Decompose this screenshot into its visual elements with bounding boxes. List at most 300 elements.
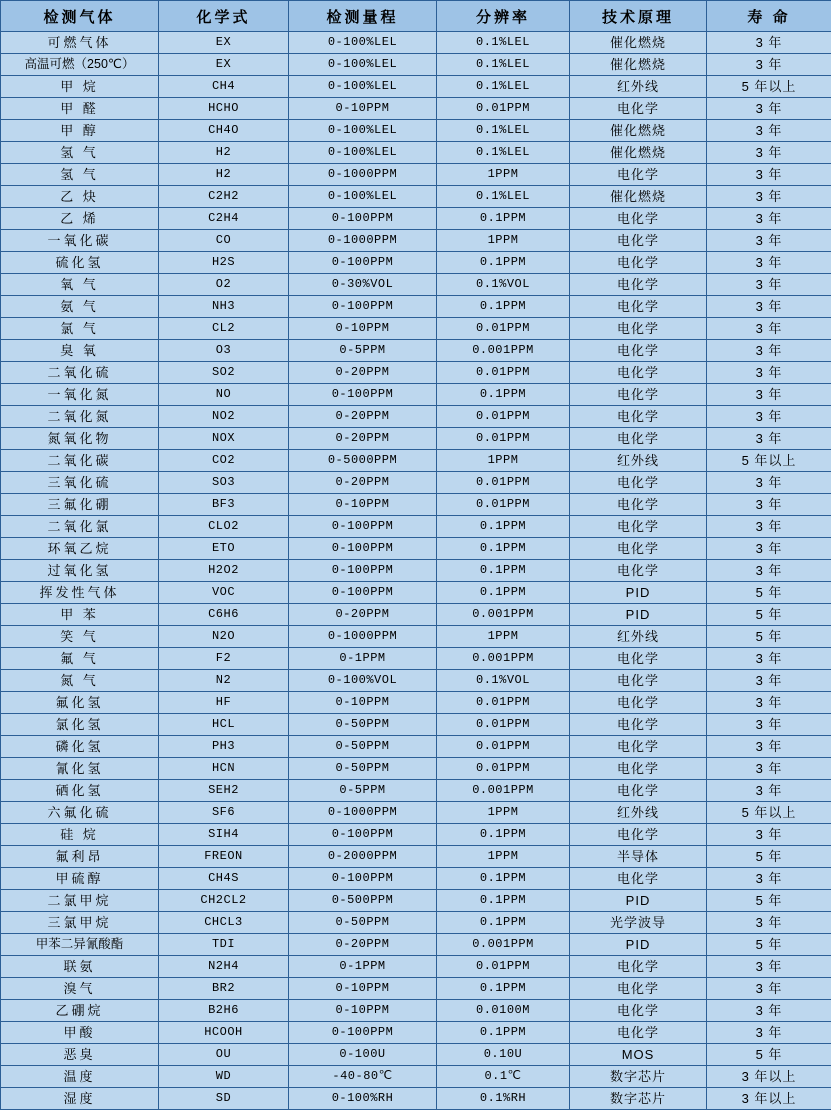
cell-lifetime: 3 年 <box>707 296 831 318</box>
cell-formula: WD <box>159 1066 289 1088</box>
cell-lifetime: 3 年 <box>707 978 831 1000</box>
cell-lifetime: 3 年 <box>707 230 831 252</box>
cell-principle: 催化燃烧 <box>570 120 707 142</box>
cell-principle: 光学波导 <box>570 912 707 934</box>
cell-lifetime: 3 年 <box>707 824 831 846</box>
cell-principle: 电化学 <box>570 1022 707 1044</box>
cell-gas: 甲苯二异氰酸酯 <box>1 934 159 956</box>
cell-resolution: 0.1PPM <box>437 912 570 934</box>
cell-resolution: 0.01PPM <box>437 956 570 978</box>
cell-gas: 硫化氢 <box>1 252 159 274</box>
cell-formula: N2H4 <box>159 956 289 978</box>
cell-lifetime: 3 年 <box>707 340 831 362</box>
cell-principle: 电化学 <box>570 296 707 318</box>
cell-gas: 甲 烷 <box>1 76 159 98</box>
cell-gas: 二氧化氯 <box>1 516 159 538</box>
cell-lifetime: 3 年 <box>707 472 831 494</box>
cell-lifetime: 3 年 <box>707 274 831 296</box>
cell-range: 0-100PPM <box>289 824 437 846</box>
cell-principle: 电化学 <box>570 538 707 560</box>
cell-formula: O2 <box>159 274 289 296</box>
cell-range: 0-10PPM <box>289 692 437 714</box>
cell-resolution: 0.01PPM <box>437 318 570 340</box>
cell-gas: 三氧化硫 <box>1 472 159 494</box>
cell-formula: SIH4 <box>159 824 289 846</box>
cell-lifetime: 3 年 <box>707 758 831 780</box>
cell-formula: CLO2 <box>159 516 289 538</box>
table-row <box>1 582 831 604</box>
cell-formula: HCL <box>159 714 289 736</box>
cell-principle: 红外线 <box>570 626 707 648</box>
cell-principle: 电化学 <box>570 362 707 384</box>
table-row <box>1 956 831 978</box>
cell-gas: 环氧乙烷 <box>1 538 159 560</box>
cell-gas: 甲硫醇 <box>1 868 159 890</box>
table-row <box>1 1022 831 1044</box>
cell-range: 0-5PPM <box>289 340 437 362</box>
cell-formula: CH4S <box>159 868 289 890</box>
cell-lifetime: 3 年 <box>707 208 831 230</box>
column-header-gas: 检测气体 <box>1 1 159 32</box>
cell-range: 0-1000PPM <box>289 802 437 824</box>
cell-principle: 电化学 <box>570 692 707 714</box>
cell-formula: H2 <box>159 164 289 186</box>
cell-range: 0-100PPM <box>289 868 437 890</box>
table-row <box>1 318 831 340</box>
cell-principle: 电化学 <box>570 274 707 296</box>
cell-gas: 氯化氢 <box>1 714 159 736</box>
cell-principle: 电化学 <box>570 516 707 538</box>
cell-lifetime: 5 年 <box>707 604 831 626</box>
table-row <box>1 626 831 648</box>
table-row <box>1 54 831 76</box>
cell-formula: O3 <box>159 340 289 362</box>
cell-gas: 甲酸 <box>1 1022 159 1044</box>
table-row <box>1 186 831 208</box>
cell-gas: 氟化氢 <box>1 692 159 714</box>
table-row <box>1 76 831 98</box>
cell-resolution: 0.1%LEL <box>437 142 570 164</box>
cell-principle: 电化学 <box>570 472 707 494</box>
cell-gas: 一氧化氮 <box>1 384 159 406</box>
cell-gas: 三氟化硼 <box>1 494 159 516</box>
cell-range: 0-500PPM <box>289 890 437 912</box>
table-body <box>1 32 831 1110</box>
cell-principle: 数字芯片 <box>570 1088 707 1110</box>
cell-formula: VOC <box>159 582 289 604</box>
cell-formula: ETO <box>159 538 289 560</box>
cell-resolution: 0.001PPM <box>437 934 570 956</box>
table-row <box>1 824 831 846</box>
cell-range: 0-20PPM <box>289 934 437 956</box>
cell-range: 0-100%LEL <box>289 120 437 142</box>
cell-gas: 三氯甲烷 <box>1 912 159 934</box>
cell-gas: 乙 烯 <box>1 208 159 230</box>
cell-gas: 一氧化碳 <box>1 230 159 252</box>
cell-range: 0-10PPM <box>289 98 437 120</box>
cell-gas: 高温可燃（250℃） <box>1 54 159 76</box>
table-row <box>1 1044 831 1066</box>
cell-principle: PID <box>570 934 707 956</box>
column-header-resolution: 分辨率 <box>437 1 570 32</box>
cell-resolution: 0.1%VOL <box>437 670 570 692</box>
cell-gas: 挥发性气体 <box>1 582 159 604</box>
cell-principle: 电化学 <box>570 252 707 274</box>
cell-formula: CH2CL2 <box>159 890 289 912</box>
cell-range: -40-80℃ <box>289 1066 437 1088</box>
cell-gas: 二氧化硫 <box>1 362 159 384</box>
cell-formula: NO <box>159 384 289 406</box>
cell-range: 0-1000PPM <box>289 164 437 186</box>
cell-range: 0-100PPM <box>289 252 437 274</box>
cell-lifetime: 5 年 <box>707 846 831 868</box>
cell-principle: 电化学 <box>570 736 707 758</box>
cell-range: 0-5000PPM <box>289 450 437 472</box>
cell-gas: 氢 气 <box>1 142 159 164</box>
cell-range: 0-1PPM <box>289 648 437 670</box>
table-row <box>1 120 831 142</box>
cell-resolution: 0.1PPM <box>437 582 570 604</box>
column-header-formula: 化学式 <box>159 1 289 32</box>
cell-gas: 臭 氧 <box>1 340 159 362</box>
cell-gas: 二氧化碳 <box>1 450 159 472</box>
cell-lifetime: 3 年 <box>707 318 831 340</box>
cell-resolution: 0.001PPM <box>437 340 570 362</box>
cell-resolution: 0.1PPM <box>437 1022 570 1044</box>
table-row <box>1 1066 831 1088</box>
cell-principle: 催化燃烧 <box>570 54 707 76</box>
cell-lifetime: 3 年 <box>707 494 831 516</box>
cell-formula: FREON <box>159 846 289 868</box>
cell-lifetime: 5 年以上 <box>707 76 831 98</box>
cell-range: 0-20PPM <box>289 604 437 626</box>
cell-principle: 电化学 <box>570 978 707 1000</box>
table-row <box>1 538 831 560</box>
cell-resolution: 0.10U <box>437 1044 570 1066</box>
table-row <box>1 428 831 450</box>
cell-gas: 氮 气 <box>1 670 159 692</box>
cell-principle: 电化学 <box>570 98 707 120</box>
cell-range: 0-10PPM <box>289 1000 437 1022</box>
cell-formula: F2 <box>159 648 289 670</box>
cell-principle: 数字芯片 <box>570 1066 707 1088</box>
table-row <box>1 670 831 692</box>
cell-principle: 电化学 <box>570 824 707 846</box>
cell-gas: 过氧化氢 <box>1 560 159 582</box>
cell-principle: 电化学 <box>570 714 707 736</box>
cell-lifetime: 3 年 <box>707 54 831 76</box>
cell-range: 0-10PPM <box>289 494 437 516</box>
cell-lifetime: 3 年 <box>707 670 831 692</box>
cell-resolution: 0.1PPM <box>437 516 570 538</box>
cell-formula: NH3 <box>159 296 289 318</box>
cell-resolution: 0.1PPM <box>437 978 570 1000</box>
cell-lifetime: 3 年 <box>707 186 831 208</box>
cell-lifetime: 3 年 <box>707 384 831 406</box>
cell-formula: H2 <box>159 142 289 164</box>
cell-resolution: 0.01PPM <box>437 692 570 714</box>
cell-lifetime: 5 年以上 <box>707 802 831 824</box>
cell-range: 0-10PPM <box>289 978 437 1000</box>
cell-lifetime: 3 年以上 <box>707 1066 831 1088</box>
cell-resolution: 0.1%LEL <box>437 186 570 208</box>
cell-range: 0-100PPM <box>289 538 437 560</box>
cell-formula: HF <box>159 692 289 714</box>
table-row <box>1 912 831 934</box>
table-row <box>1 208 831 230</box>
cell-formula: N2 <box>159 670 289 692</box>
cell-lifetime: 3 年 <box>707 538 831 560</box>
cell-lifetime: 3 年 <box>707 362 831 384</box>
cell-range: 0-20PPM <box>289 428 437 450</box>
table-row <box>1 736 831 758</box>
cell-range: 0-2000PPM <box>289 846 437 868</box>
cell-lifetime: 5 年 <box>707 934 831 956</box>
cell-resolution: 0.01PPM <box>437 98 570 120</box>
cell-resolution: 0.1PPM <box>437 296 570 318</box>
cell-resolution: 0.1%LEL <box>437 54 570 76</box>
cell-lifetime: 3 年 <box>707 428 831 450</box>
table-row <box>1 230 831 252</box>
cell-principle: PID <box>570 890 707 912</box>
cell-lifetime: 5 年 <box>707 1044 831 1066</box>
cell-resolution: 0.01PPM <box>437 428 570 450</box>
cell-range: 0-100%LEL <box>289 186 437 208</box>
cell-range: 0-50PPM <box>289 912 437 934</box>
cell-gas: 氧 气 <box>1 274 159 296</box>
cell-gas: 氟利昂 <box>1 846 159 868</box>
cell-lifetime: 3 年 <box>707 714 831 736</box>
cell-lifetime: 5 年 <box>707 890 831 912</box>
cell-resolution: 0.01PPM <box>437 494 570 516</box>
table-row <box>1 362 831 384</box>
cell-gas: 氮氧化物 <box>1 428 159 450</box>
cell-lifetime: 3 年 <box>707 164 831 186</box>
cell-gas: 温度 <box>1 1066 159 1088</box>
cell-lifetime: 3 年 <box>707 648 831 670</box>
cell-lifetime: 3 年 <box>707 516 831 538</box>
table-row <box>1 164 831 186</box>
cell-principle: 红外线 <box>570 802 707 824</box>
cell-range: 0-100PPM <box>289 1022 437 1044</box>
cell-gas: 溴气 <box>1 978 159 1000</box>
cell-resolution: 0.1PPM <box>437 560 570 582</box>
cell-formula: CO2 <box>159 450 289 472</box>
cell-range: 0-50PPM <box>289 714 437 736</box>
cell-gas: 氢 气 <box>1 164 159 186</box>
cell-formula: EX <box>159 32 289 54</box>
column-header-lifetime: 寿 命 <box>707 1 831 32</box>
table-row <box>1 384 831 406</box>
cell-principle: 电化学 <box>570 164 707 186</box>
cell-lifetime: 3 年以上 <box>707 1088 831 1110</box>
cell-principle: 电化学 <box>570 208 707 230</box>
cell-gas: 氨 气 <box>1 296 159 318</box>
cell-resolution: 0.1PPM <box>437 824 570 846</box>
cell-gas: 氰化氢 <box>1 758 159 780</box>
cell-gas: 甲 醇 <box>1 120 159 142</box>
cell-formula: PH3 <box>159 736 289 758</box>
cell-resolution: 1PPM <box>437 450 570 472</box>
cell-range: 0-100%LEL <box>289 76 437 98</box>
cell-range: 0-50PPM <box>289 736 437 758</box>
cell-gas: 六氟化硫 <box>1 802 159 824</box>
cell-formula: HCOOH <box>159 1022 289 1044</box>
cell-lifetime: 3 年 <box>707 252 831 274</box>
table-row <box>1 714 831 736</box>
cell-principle: 红外线 <box>570 450 707 472</box>
cell-resolution: 0.1%LEL <box>437 32 570 54</box>
table-row <box>1 780 831 802</box>
cell-principle: PID <box>570 604 707 626</box>
cell-formula: TDI <box>159 934 289 956</box>
cell-range: 0-20PPM <box>289 406 437 428</box>
cell-range: 0-100PPM <box>289 384 437 406</box>
cell-resolution: 1PPM <box>437 626 570 648</box>
cell-lifetime: 3 年 <box>707 780 831 802</box>
cell-formula: HCN <box>159 758 289 780</box>
cell-gas: 硅 烷 <box>1 824 159 846</box>
table-header <box>1 1 831 32</box>
cell-range: 0-1000PPM <box>289 230 437 252</box>
cell-lifetime: 3 年 <box>707 736 831 758</box>
cell-resolution: 0.1%LEL <box>437 76 570 98</box>
cell-resolution: 0.1PPM <box>437 252 570 274</box>
cell-formula: N2O <box>159 626 289 648</box>
cell-resolution: 1PPM <box>437 846 570 868</box>
cell-range: 0-100%VOL <box>289 670 437 692</box>
cell-principle: 电化学 <box>570 868 707 890</box>
cell-formula: C2H2 <box>159 186 289 208</box>
column-header-range: 检测量程 <box>289 1 437 32</box>
cell-principle: 电化学 <box>570 670 707 692</box>
cell-formula: HCHO <box>159 98 289 120</box>
cell-formula: BF3 <box>159 494 289 516</box>
cell-formula: CH4 <box>159 76 289 98</box>
cell-range: 0-100U <box>289 1044 437 1066</box>
cell-formula: SEH2 <box>159 780 289 802</box>
cell-resolution: 0.001PPM <box>437 604 570 626</box>
cell-resolution: 0.0100M <box>437 1000 570 1022</box>
cell-range: 0-100%LEL <box>289 142 437 164</box>
cell-principle: 电化学 <box>570 560 707 582</box>
cell-resolution: 0.01PPM <box>437 362 570 384</box>
cell-lifetime: 3 年 <box>707 406 831 428</box>
table-row <box>1 868 831 890</box>
cell-formula: EX <box>159 54 289 76</box>
cell-range: 0-100PPM <box>289 560 437 582</box>
cell-range: 0-1PPM <box>289 956 437 978</box>
table-row <box>1 340 831 362</box>
cell-gas: 乙硼烷 <box>1 1000 159 1022</box>
cell-principle: 电化学 <box>570 384 707 406</box>
cell-gas: 联氨 <box>1 956 159 978</box>
cell-formula: B2H6 <box>159 1000 289 1022</box>
table-row <box>1 604 831 626</box>
cell-resolution: 0.1℃ <box>437 1066 570 1088</box>
cell-range: 0-100%RH <box>289 1088 437 1110</box>
cell-gas: 氯 气 <box>1 318 159 340</box>
cell-principle: 电化学 <box>570 758 707 780</box>
table-row <box>1 450 831 472</box>
cell-lifetime: 3 年 <box>707 1000 831 1022</box>
cell-lifetime: 3 年 <box>707 956 831 978</box>
cell-resolution: 0.1PPM <box>437 868 570 890</box>
column-header-principle: 技术原理 <box>570 1 707 32</box>
table-row <box>1 516 831 538</box>
cell-principle: 电化学 <box>570 406 707 428</box>
cell-principle: 催化燃烧 <box>570 32 707 54</box>
cell-range: 0-30%VOL <box>289 274 437 296</box>
cell-principle: PID <box>570 582 707 604</box>
cell-principle: 电化学 <box>570 1000 707 1022</box>
cell-range: 0-10PPM <box>289 318 437 340</box>
cell-principle: 电化学 <box>570 494 707 516</box>
cell-resolution: 0.1%VOL <box>437 274 570 296</box>
cell-resolution: 0.1PPM <box>437 384 570 406</box>
cell-formula: CHCL3 <box>159 912 289 934</box>
cell-principle: 电化学 <box>570 956 707 978</box>
cell-principle: 催化燃烧 <box>570 142 707 164</box>
cell-formula: CO <box>159 230 289 252</box>
cell-range: 0-20PPM <box>289 472 437 494</box>
cell-lifetime: 5 年 <box>707 582 831 604</box>
cell-resolution: 1PPM <box>437 164 570 186</box>
cell-principle: 电化学 <box>570 340 707 362</box>
cell-principle: 电化学 <box>570 428 707 450</box>
cell-resolution: 1PPM <box>437 230 570 252</box>
cell-formula: H2O2 <box>159 560 289 582</box>
cell-formula: SD <box>159 1088 289 1110</box>
table-row <box>1 802 831 824</box>
cell-gas: 磷化氢 <box>1 736 159 758</box>
cell-formula: C2H4 <box>159 208 289 230</box>
cell-resolution: 0.001PPM <box>437 648 570 670</box>
cell-gas: 二氯甲烷 <box>1 890 159 912</box>
cell-lifetime: 3 年 <box>707 1022 831 1044</box>
table-row <box>1 296 831 318</box>
cell-formula: OU <box>159 1044 289 1066</box>
table-row <box>1 274 831 296</box>
table-row <box>1 98 831 120</box>
cell-gas: 二氧化氮 <box>1 406 159 428</box>
cell-lifetime: 3 年 <box>707 560 831 582</box>
cell-gas: 甲 苯 <box>1 604 159 626</box>
table-row <box>1 978 831 1000</box>
table-row <box>1 142 831 164</box>
table-row <box>1 934 831 956</box>
table-row <box>1 648 831 670</box>
cell-formula: H2S <box>159 252 289 274</box>
cell-lifetime: 3 年 <box>707 98 831 120</box>
cell-principle: 电化学 <box>570 780 707 802</box>
cell-formula: CL2 <box>159 318 289 340</box>
cell-range: 0-100PPM <box>289 208 437 230</box>
table-row <box>1 692 831 714</box>
cell-gas: 硒化氢 <box>1 780 159 802</box>
cell-range: 0-5PPM <box>289 780 437 802</box>
cell-formula: SF6 <box>159 802 289 824</box>
table-row <box>1 560 831 582</box>
cell-range: 0-20PPM <box>289 362 437 384</box>
cell-range: 0-50PPM <box>289 758 437 780</box>
cell-resolution: 0.001PPM <box>437 780 570 802</box>
cell-resolution: 1PPM <box>437 802 570 824</box>
cell-gas: 可燃气体 <box>1 32 159 54</box>
cell-formula: SO2 <box>159 362 289 384</box>
table-header-row <box>1 1 831 32</box>
cell-resolution: 0.01PPM <box>437 472 570 494</box>
